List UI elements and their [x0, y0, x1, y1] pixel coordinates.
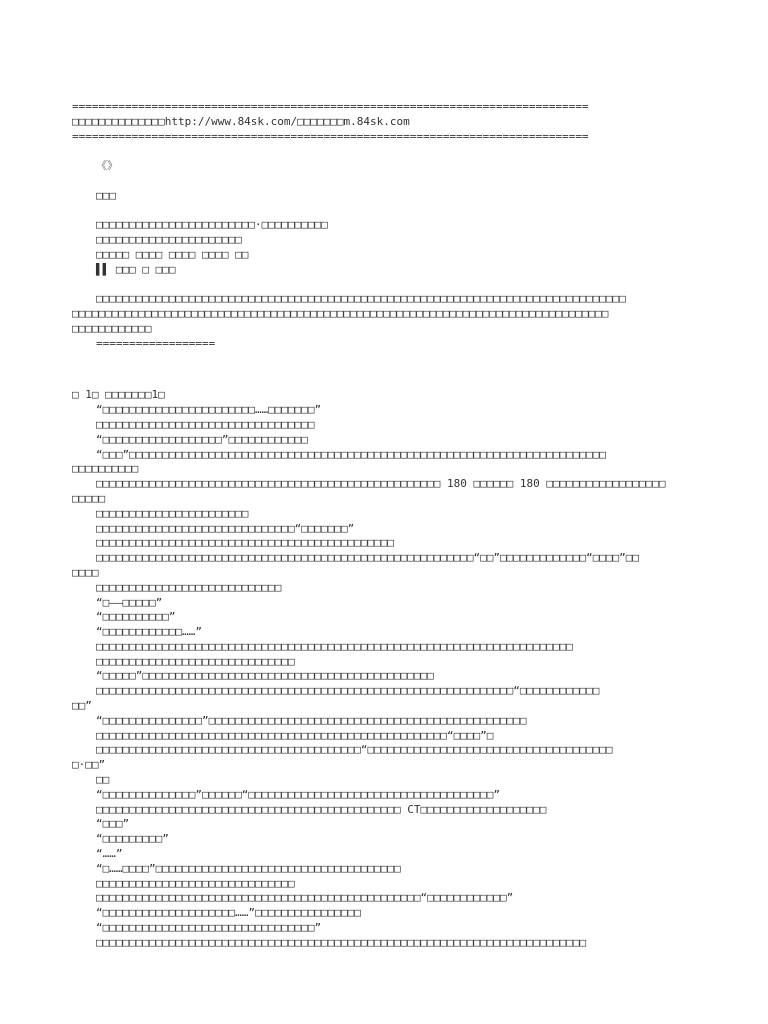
chapter-line: “□□□” — [96, 817, 130, 831]
summary-line: □□□□□□□□□□□□□□□□□□□□□□□□□□□□□□□□□□□□□□□□□□□□□□□□□□□□□□□□□□□□□□□□□□□□□□□□□□□□□□□□□ — [72, 307, 609, 321]
book-title: 《》 — [96, 159, 118, 173]
chapter-line: “……” — [96, 847, 123, 861]
chapter-line: “□——□□□□□” — [96, 595, 163, 609]
summary-line: □□□□□□□□□□□□ — [72, 321, 152, 335]
chapter-line: □□□□□□□□□□□□□□□□□□□□□□□□□□□□□□□□□□□□□□□□“□□□□□□□□□□□□□□□□□□□□□□□□□□□□□□□□□□□□□ — [96, 743, 613, 757]
chapter-line: □□□□□□□□□□□□□□□□□□□□□□□ — [96, 506, 249, 520]
chapter-line: □□□□□□□□□□□□□□□□□□□□□□□□□□□□□□ — [96, 654, 295, 668]
chapter-line: □□□□□□□□□□□□□□□□□□□□□□□□□□□□□□□□□□□□□□□□□□□□□□□□□□□□ 180 □□□□□□ 180 □□□□□□□□□□□□□□□□□□ — [96, 477, 666, 491]
source-line: □□□□□□□□□□□□□□http://www.84sk.com/□□□□□□□m.84sk.com — [72, 114, 410, 128]
chapter-line: □□□□□□□□□□□□□□□□□□□□□□□□□□□□□□□□□□□□□□□□□□□□□□ CT□□□□□□□□□□□□□□□□□□□ — [96, 802, 547, 816]
intro-line: □□□□□ □□□□ □□□□ □□□□ □□ — [96, 247, 249, 261]
chapter-line: “□□□□□□□□□□□□□□□□□□”□□□□□□□□□□□□ — [96, 432, 308, 446]
chapter-line: □□” — [72, 699, 92, 713]
chapter-line: □□□□□□□□□□□□□□□□□□□□□□□□□□□□□□□□□□□□□□□□□□□□□□□□□□□□□□□□□□□□□□□□□□□□□□□□□□ — [96, 935, 587, 949]
chapter-heading: □ 1□ □□□□□□□1□ — [72, 388, 165, 402]
chapter-line: □□□□□□□□□□□□□□□□□□□□□□□□□□□□□□□□□□□□□□□□□□□□□□□□□□□□□□□□□□□□□□□□□□□□□□□□ — [96, 639, 573, 653]
summary-line: □□□□□□□□□□□□□□□□□□□□□□□□□□□□□□□□□□□□□□□□□□□□□□□□□□□□□□□□□□□□□□□□□□□□□□□□□□□□□□□□ — [96, 292, 626, 306]
chapter-line: “□□□□□□□□□□□□□□□”□□□□□□□□□□□□□□□□□□□□□□□□□□□□□□□□□□□□□□□□□□□□□□□□ — [96, 713, 527, 727]
header-rule-bottom: ============================================================================== — [72, 129, 589, 143]
chapter-line: □□□□ — [72, 565, 99, 579]
chapter-line: “□□□□□□□□□□” — [96, 610, 176, 624]
chapter-line: □□□□□□□□□□ — [72, 462, 139, 476]
chapter-line: □□□□□□□□□□□□□□□□□□□□□□□□□□□□□□“□□□□□□□” — [96, 521, 355, 535]
chapter-line: “□□□□□□□□□□□□……” — [96, 625, 202, 639]
summary-rule: ================== — [96, 336, 216, 350]
chapter-line: □□□□□□□□□□□□□□□□□□□□□□□□□□□□ — [96, 580, 282, 594]
chapter-line: “□□□□□□□□□□□□□□□□□□□□□□□□□□□□□□□□” — [96, 921, 322, 935]
intro-line: □□□□□□□□□□□□□□□□□□□□□□□□·□□□□□□□□□□ — [96, 218, 328, 232]
chapter-line: □□□□□□□□□□□□□□□□□□□□□□□□□□□□□□□□□□□□□□□□□□□□□□□□□□□□□□□□□□□□□□□“□□□□□□□□□□□□ — [96, 684, 600, 698]
intro-line: ▌▌ □□□ □ □□□ — [96, 262, 176, 276]
chapter-line: □·□□” — [72, 758, 106, 772]
chapter-line: “□□□□□□□□□” — [96, 832, 169, 846]
chapter-line: □□□□□ — [72, 491, 106, 505]
chapter-line: □□□□□□□□□□□□□□□□□□□□□□□□□□□□□□□□□□□□□□□□□□□□□ — [96, 536, 395, 550]
chapter-line: □□□□□□□□□□□□□□□□□□□□□□□□□□□□□□ — [96, 876, 295, 890]
chapter-line: □□□□□□□□□□□□□□□□□□□□□□□□□□□□□□□□□□□□□□□□□□□□□□□□□□□□□“□□□□”□ — [96, 728, 494, 742]
chapter-line: “□……□□□□”□□□□□□□□□□□□□□□□□□□□□□□□□□□□□□□□□□□□□ — [96, 861, 401, 875]
chapter-line: □□□□□□□□□□□□□□□□□□□□□□□□□□□□□□□□□□□□□□□□□□□□□□□□□□□□□□□□□“□□”□□□□□□□□□□□□□“□□□□”□□ — [96, 551, 640, 565]
intro-line: □□□□□□□□□□□□□□□□□□□□□□ — [96, 233, 242, 247]
chapter-line: “□□□□□□□□□□□□□□□□□□□□□□□……□□□□□□□” — [96, 403, 322, 417]
chapter-line: □□□□□□□□□□□□□□□□□□□□□□□□□□□□□□□□□ — [96, 417, 315, 431]
chapter-line: “□□□”□□□□□□□□□□□□□□□□□□□□□□□□□□□□□□□□□□□□□□□□□□□□□□□□□□□□□□□□□□□□□□□□□□□□□□□□ — [96, 447, 606, 461]
chapter-line: □□□□□□□□□□□□□□□□□□□□□□□□□□□□□□□□□□□□□□□□□□□□□□□□□“□□□□□□□□□□□□” — [96, 891, 514, 905]
chapter-line: “□□□□□”□□□□□□□□□□□□□□□□□□□□□□□□□□□□□□□□□□□□□□□□□□□□ — [96, 669, 434, 683]
chapter-line: “□□□□□□□□□□□□□□”□□□□□□“□□□□□□□□□□□□□□□□□□□□□□□□□□□□□□□□□□□□□” — [96, 787, 500, 801]
document-page — [72, 100, 702, 951]
chapter-body — [72, 403, 702, 950]
chapter-line: “□□□□□□□□□□□□□□□□□□□□……”□□□□□□□□□□□□□□□□ — [96, 906, 361, 920]
author-line: □□□ — [96, 188, 116, 202]
chapter-line: □□ — [96, 773, 110, 787]
header-rule-top: ============================================================================== — [72, 100, 589, 113]
